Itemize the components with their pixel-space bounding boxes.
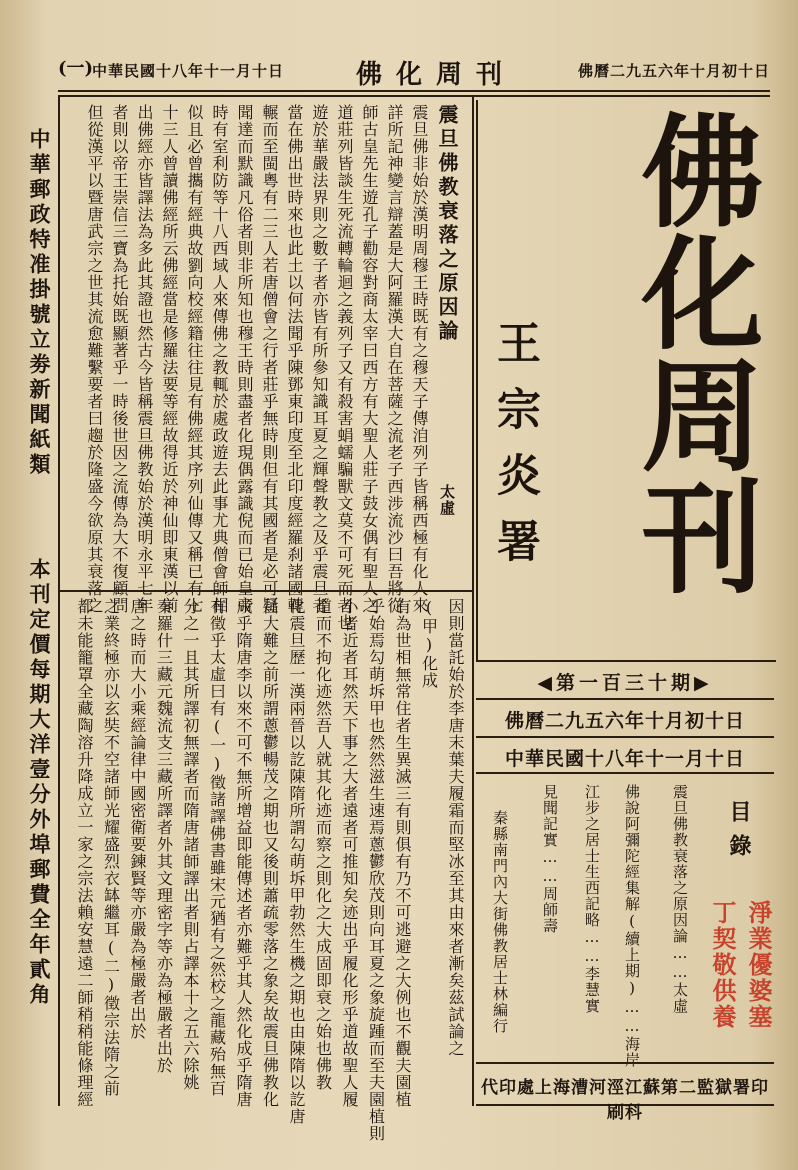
seal-line: 淨業優婆塞 <box>744 900 773 1030</box>
header-rule-inner <box>58 95 770 97</box>
issue-buddhist-date: 佛曆二九五六年十月初十日 <box>504 710 745 732</box>
strip-divider <box>58 96 60 1106</box>
article-text-column: 道莊列皆談生死流轉輪迴之義列子又有殺害蜎蠕騙獸文莫不可死而者也 <box>335 104 354 631</box>
article-text-column: 道而不拘化迹然吾人就其化迹而察之則化之大成固即衰之始也佛教 <box>313 598 333 1091</box>
contents-rule <box>476 772 774 774</box>
page-number: (一) <box>58 58 94 79</box>
date-rule <box>476 736 774 738</box>
donor-seal <box>688 900 780 1030</box>
article-text-column: 時有室利防等十八西域人來傳佛之教輒於處政遊去此事尤典僧會師相 <box>210 104 229 614</box>
article-text-column: 之業終極亦以玄奘不空諸師光耀盛烈衣缽繼耳(二)徵宗法隋之前 <box>101 598 121 1097</box>
article-author: 太虛 <box>438 484 456 516</box>
contents-item: 江步之居士生西記略……李慧實 <box>583 784 601 1014</box>
article-text-column: 似且必曾攜有經典故劉向校經籍往往見有佛經其序列仙傳又稱已有七 <box>185 104 204 614</box>
price-note: 本刊定價每期大洋壹分外埠郵費全年貳角 <box>27 558 52 1008</box>
contents-item: 見聞記實……周師壽 <box>541 784 559 934</box>
contents-item: 佛說阿彌陀經集解(續上期)……海岸 <box>623 784 641 1068</box>
article-text-column: 當在佛出世時來也此土以何法聞乎陳鄧東印度至北印度經羅刹諸國轉 <box>285 104 304 614</box>
masthead-title: 佛化周刊 <box>621 108 765 596</box>
contents-item: 震旦佛教衰落之原因論……太虛 <box>671 784 689 1014</box>
header-title: 佛化周刊 <box>356 60 517 90</box>
article-text-column: 者則以帝王崇信三寶為托始既顯著乎一時後世因之流傳為大不復顧問 <box>110 104 129 614</box>
article-text-column: 輾而至閩粵有二三人若唐僧會之行者莊乎無時則但有其國者是必可疑 <box>260 104 279 614</box>
header-republic-date: 中華民國十八年十一月十日 <box>92 62 285 80</box>
article-text-column: 有徵乎太虛曰有(一)徵諸譯佛書雖宋元猶有之然校之龍藏殆無百 <box>207 598 227 1097</box>
article-text-column: 都未能籠罩全藏陶溶升降成立一家之宗法賴安慧遠二師稍稍能條理經 <box>75 598 94 1108</box>
article-upper-block <box>64 104 472 631</box>
printer-credit: 代印處上海漕河涇江蘇第二監獄署印刷科 <box>481 1078 769 1123</box>
masthead-calligrapher: 王宗炎署 <box>489 320 540 584</box>
article-text-column: 十三人曾讀佛經所云佛經當是修羅法要等經故得近於神仙即東漢以前 <box>160 104 179 614</box>
article-text-column: 師古皇先生遊孔子勸容對商太宰曰西方有大聖人莊子鼓女偶有聖人之 <box>360 104 379 614</box>
article-text-column: 但從漢平以暨唐武宗之世其流愈難繫要者曰趨於隆盛今欲原其衰落之 <box>85 104 104 614</box>
article-text-column: 乎始焉勾萌坼甲也然然滋生速焉蔥鬱欣茂則向耳夏之象旋踵而至夫園植則 <box>366 598 386 1142</box>
article-lower-block <box>64 598 472 1142</box>
page-header <box>58 52 770 90</box>
article-text-column: 遊於華嚴法界則之數子者亦皆有所參知識耳夏之輝聲教之及乎震旦者 <box>310 104 329 614</box>
header-rule <box>58 90 770 92</box>
article-text-column: 詳所記神變言辯蓋是大阿羅漢大自在菩薩之流老子西涉流沙曰吾將從 <box>385 104 404 614</box>
article-text-column: 化震旦歷一漢兩晉以訖陳隋所謂勾萌坼甲勃然生機之期也由陳隋以訖唐 <box>287 598 306 1125</box>
seal-line: 丁契敬供養 <box>708 900 737 1030</box>
article-text-column: 因則當託始於李唐末葉夫履霜而堅冰至其由來者漸矣茲試論之 <box>446 598 465 1057</box>
article-text-column: 震旦佛非始於漢明周穆王時既有之穆天子傳洎列子皆稱西極有化人來 <box>410 104 429 614</box>
column-divider <box>472 96 474 1106</box>
article-text-column: 成乎隋唐李以來不可不無所增益即能傳述者亦難乎其人然化成乎隋唐 <box>234 598 253 1108</box>
article-text-column: 聞達而默識凡俗者則非所知也穆王時則盡者化現偶露識倪而已始皇帝 <box>235 104 254 614</box>
article-text-column: 分之一且其所譯初無譯者而隋唐諸師譯出者則占譯本十之五六除姚 <box>181 598 200 1091</box>
article-text-column: 唐之時而大小乘經論律中國密衛要鍊賢等亦嚴為極嚴者出於 <box>128 598 147 1040</box>
header-buddhist-date: 佛曆二九五六年十月初十日 <box>577 62 770 80</box>
printer-footer <box>476 1062 774 1123</box>
article-text-column: 有為世相無常住者生異滅三有則俱有乃不可逃避之大例也不觀夫園植 <box>393 598 412 1108</box>
contents-heading: 目錄 <box>726 800 752 868</box>
article-text-column: 昌大難之前所謂蔥鬱暢茂之期也又後則蕭疏零落之象矣故震旦佛教化 <box>260 598 280 1108</box>
article-title: 震旦佛教衰落之原因論 <box>435 104 459 344</box>
postal-registration-note: 中華郵政特准掛號立劵新聞紙類 <box>27 128 52 478</box>
publisher-line: 秦縣南門內大街佛教居士林編行 <box>491 810 509 1034</box>
article-text-column: (甲)化成 <box>419 598 439 689</box>
article-section-rule <box>58 590 472 592</box>
issue-republic-date: 中華民國十八年十一月十日 <box>504 748 745 770</box>
article-text-column: 出佛經亦皆譯法為多此其證也然古今皆稱震旦佛教始於漢明永平七年 <box>135 104 154 614</box>
article-text-column: 小者近者耳然天下事之大者遠者可推知矣迹出乎履化形乎道故聖人履 <box>340 598 359 1108</box>
issue-rule <box>476 698 774 700</box>
issue-number: ◀第一百三十期▶ <box>537 672 713 694</box>
article-text-column: 秦羅什三藏元魏流支三藏所譯者外其文理密字等亦為極嚴者出於 <box>154 598 174 1074</box>
